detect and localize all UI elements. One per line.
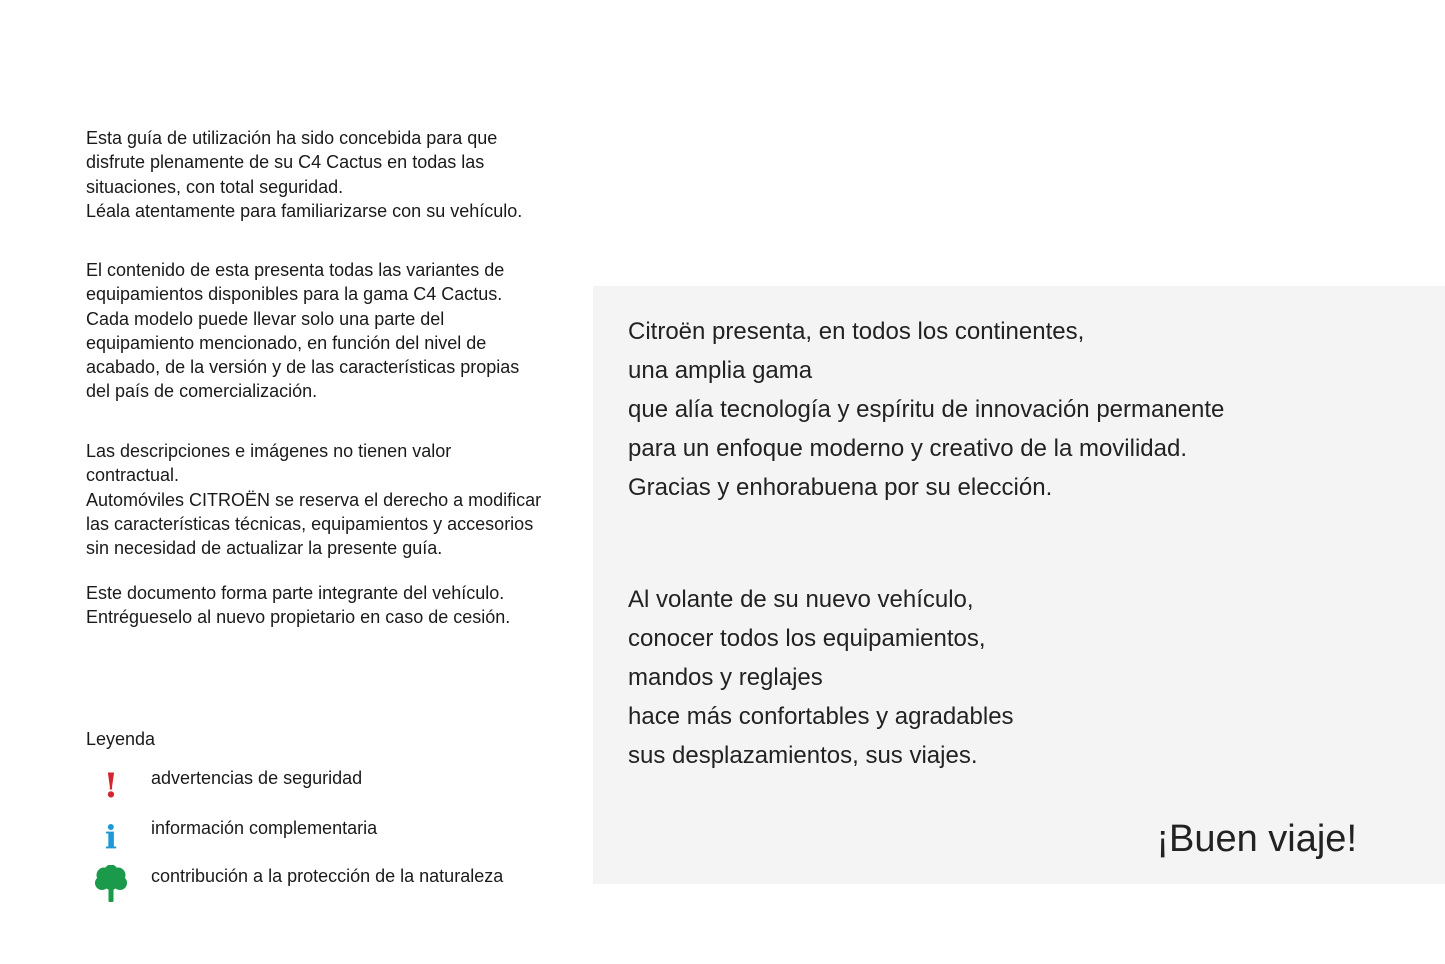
driving-line: mandos y reglajes [628, 663, 823, 691]
farewell-text: ¡Buen viaje! [1156, 818, 1357, 860]
exclamation-icon: ! [103, 766, 119, 806]
legend-label-warning: advertencias de seguridad [151, 768, 363, 788]
info-icon: i [104, 818, 118, 856]
welcome-line: que alía tecnología y espíritu de innovación permanente [628, 395, 1225, 423]
driving-line: sus desplazamientos, sus viajes. [628, 741, 978, 769]
welcome-line: para un enfoque moderno y creativo de la movilidad. [628, 434, 1188, 462]
welcome-line: una amplia gama [628, 356, 813, 384]
equipment-variants-paragraph: El contenido de esta presenta todas las variantes de equipamientos disponibles para la gama C4 Cactus. Cada modelo puede llevar solo una parte del equipamiento mencionado, en función del nivel de acabado, de la versión y de las características propias del país de comercialización. [86, 260, 520, 402]
legend-title: Leyenda [86, 729, 156, 749]
legend-label-info: información complementaria [151, 818, 378, 838]
ownership-paragraph: Este documento forma parte integrante del vehículo. Entrégueselo al nuevo propietario en caso de cesión. [86, 583, 511, 628]
legend-item-nature [86, 865, 566, 905]
driving-text-block [628, 581, 1014, 776]
driving-line: hace más confortables y agradables [628, 702, 1014, 730]
legend-item-warning [86, 767, 566, 807]
legend-label-nature: contribución a la protección de la naturaleza [151, 866, 504, 886]
welcome-panel [593, 286, 1445, 884]
welcome-line: Gracias y enhorabuena por su elección. [628, 473, 1053, 501]
usage-guide-paragraph: Esta guía de utilización ha sido concebida para que disfrute plenamente de su C4 Cactus en todas las situaciones, con total seguridad. Léala atentamente para familiarizarse con su vehículo. [86, 128, 523, 221]
tree-icon [86, 865, 136, 905]
driving-line: Al volante de su nuevo vehículo, [628, 586, 974, 613]
welcome-line: Citroën presenta, en todos los continentes, [628, 318, 1085, 345]
driving-line: conocer todos los equipamientos, [628, 624, 986, 652]
welcome-text-block [628, 313, 1224, 508]
disclaimer-paragraph: Las descripciones e imágenes no tienen valor contractual. Automóviles CITROËN se reserva el derecho a modificar las características técnicas, equipamientos y accesorios sin necesidad de actualizar la presente guía. [86, 441, 542, 559]
legend-item-info [86, 817, 566, 857]
